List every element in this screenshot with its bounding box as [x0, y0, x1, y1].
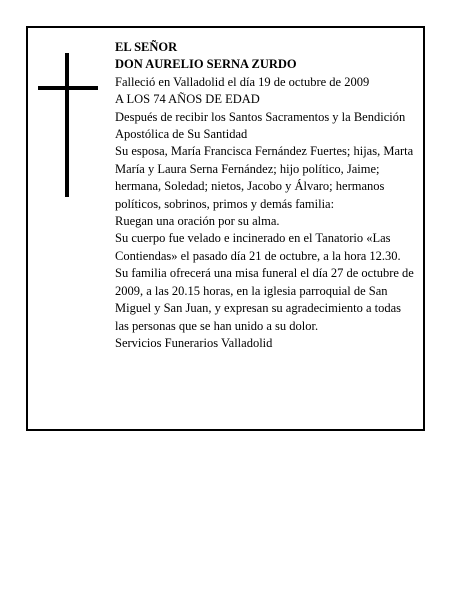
cross-vertical-bar	[65, 53, 69, 197]
obituary-text	[115, 39, 417, 352]
cross-icon	[38, 53, 98, 197]
sacraments-line: Después de recibir los Santos Sacramentos y la Bendición Apostólica de Su Santidad	[115, 109, 406, 142]
mass-paragraph: Su familia ofrecerá una misa funeral el día 27 de octubre de 2009, a las 20.15 horas, en la iglesia parroquial de San Miguel y San Juan, y expresan su agradecimiento a todas las personas que se han unido a su dolor.	[115, 266, 414, 333]
funeral-home: Servicios Funerarios Valladolid	[115, 335, 273, 350]
death-line: Falleció en Valladolid el día 19 de octubre de 2009	[115, 74, 370, 89]
age-line: A LOS 74 AÑOS DE EDAD	[115, 92, 260, 107]
prayer-line: Ruegan una oración por su alma.	[115, 214, 280, 229]
cross-horizontal-bar	[38, 86, 98, 90]
deceased-name: DON AURELIO SERNA ZURDO	[115, 57, 297, 72]
obituary-heading: EL SEÑOR	[115, 40, 178, 54]
family-paragraph: Su esposa, María Francisca Fernández Fuertes; hijas, Marta María y Laura Serna Fernández; hijo político, Jaime; hermana, Soledad; nietos, Jacobo y Álvaro; hermanos políticos, sobrinos, primos y demás familia:	[115, 144, 414, 211]
wake-paragraph: Su cuerpo fue velado e incinerado en el Tanatorio «Las Contiendas» el pasado día 21 de octubre, a la hora 12.30.	[115, 231, 401, 263]
